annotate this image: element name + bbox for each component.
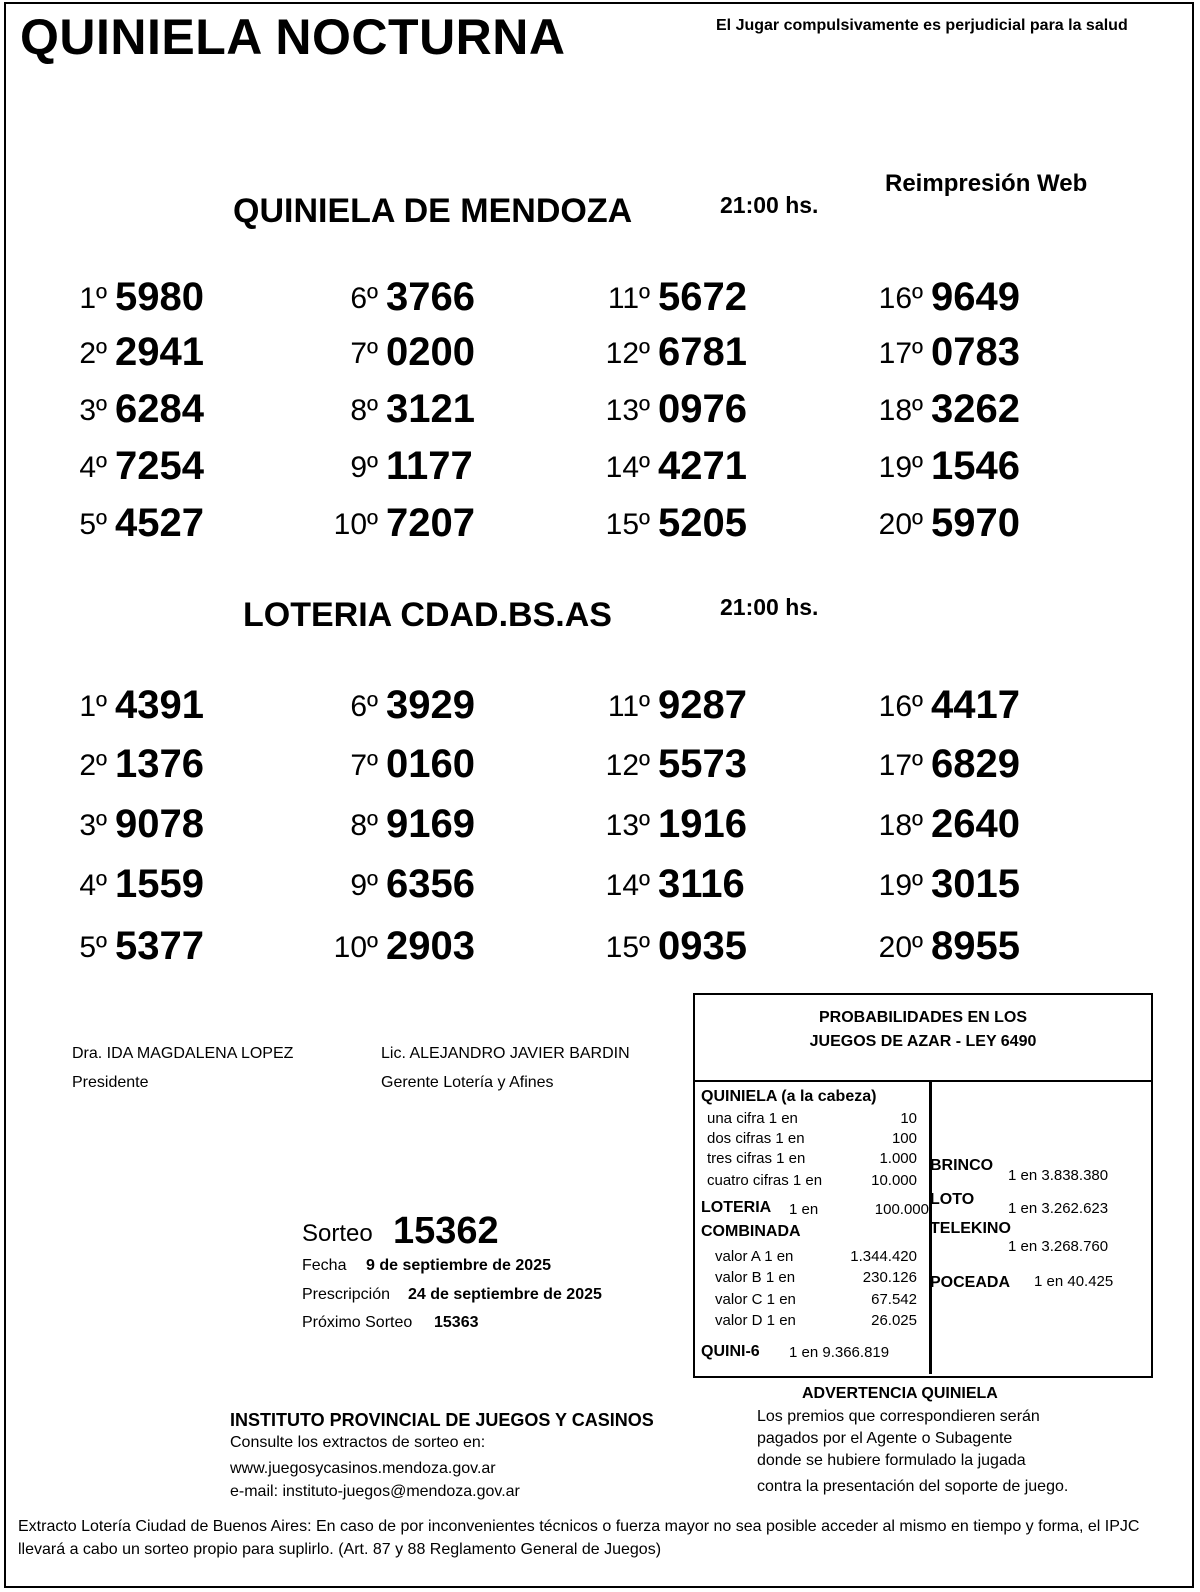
odds-label: dos cifras 1 en [707,1130,805,1147]
advertencia-line: Los premios que correspondieren serán [757,1408,1040,1425]
page-title: QUINIELA NOCTURNA [20,9,566,65]
result-number: 8955 [931,924,1020,968]
result-position: 15º [605,931,650,964]
odds-label: valor D 1 en [715,1312,796,1329]
result-number: 9649 [931,275,1020,319]
loto-value: 1 en 3.262.623 [1008,1200,1109,1217]
result-number: 1546 [931,444,1020,488]
result-number: 3015 [931,862,1020,906]
telekino-label: TELEKINO [930,1220,1011,1237]
odds-label: valor B 1 en [715,1269,796,1286]
result-position: 11º [607,282,650,315]
result-number: 5980 [115,275,204,319]
health-warning: El Jugar compulsivamente es perjudicial para la salud [716,17,1128,34]
result-number: 2640 [931,802,1020,846]
result-number: 0935 [658,924,747,968]
result-position: 13º [605,809,650,842]
result-number: 5672 [658,275,747,319]
prescription-value: 24 de septiembre de 2025 [408,1286,602,1303]
result-position: 15º [605,508,650,541]
result-number: 1177 [386,444,473,488]
advertencia-line: pagados por el Agente o Subagente [757,1430,1013,1447]
result-number: 4417 [931,683,1020,727]
odds-value: 1.000 [879,1150,917,1167]
consult-text: Consulte los extractos de sorteo en: [230,1434,486,1451]
result-position: 20º [878,931,923,964]
signature-name: Lic. ALEJANDRO JAVIER BARDIN [381,1045,630,1062]
odds-label: una cifra 1 en [707,1110,798,1127]
result-position: 14º [605,451,650,484]
result-number: 5205 [658,501,747,545]
result-number: 3766 [386,275,475,319]
next-draw-value: 15363 [434,1314,479,1331]
odds-value: 1.344.420 [850,1248,917,1265]
result-number: 2903 [386,924,475,968]
odds-value: 10.000 [871,1172,917,1189]
section-title-mendoza: QUINIELA DE MENDOZA [233,192,633,230]
result-number: 5573 [658,742,747,786]
result-position: 2º [79,749,107,782]
prescription-label: Prescripción [302,1286,391,1303]
signature-role: Gerente Lotería y Afines [381,1074,554,1091]
result-position: 14º [605,869,650,902]
result-position: 16º [878,282,923,315]
loto-label: LOTO [930,1191,975,1208]
website-link[interactable]: www.juegosycasinos.mendoza.gov.ar [230,1460,496,1477]
result-number: 3929 [386,683,475,727]
result-position: 2º [79,337,107,370]
quiniela-title: QUINIELA (a la cabeza) [701,1088,877,1105]
disclaimer-text: Extracto Lotería Ciudad de Buenos Aires: En caso de por inconvenientes técnicos o fuerza mayor no sea posible acceder al mismo en tiempo y forma, el IPJC llevará a cabo un sorteo propio para suplirlo. (Art. 87 y 88 Reglamento General de Juegos) [18,1518,1140,1558]
result-position: 9º [350,451,378,484]
odds-label: valor C 1 en [715,1291,796,1308]
section-time-loteria: 21:00 hs. [720,594,819,620]
advertencia-line: contra la presentación del soporte de juego. [757,1478,1069,1495]
institute-name: INSTITUTO PROVINCIAL DE JUEGOS Y CASINOS [230,1410,654,1430]
result-position: 1º [79,282,107,315]
odds-value: 26.025 [871,1312,917,1329]
result-number: 2941 [115,330,204,374]
odds-value: 230.126 [862,1269,917,1286]
result-number: 6284 [115,387,204,431]
result-position: 17º [878,749,923,782]
result-number: 4271 [658,444,747,488]
section-time-mendoza: 21:00 hs. [720,192,819,218]
result-number: 3262 [931,387,1020,431]
poceada-label: POCEADA [930,1274,1011,1291]
result-position: 13º [605,394,650,427]
odds-value: 67.542 [871,1291,917,1308]
result-position: 10º [333,931,378,964]
result-number: 0976 [658,387,747,431]
result-position: 4º [79,869,107,902]
result-number: 7207 [386,501,475,545]
result-position: 17º [878,337,923,370]
result-position: 19º [878,869,923,902]
date-label: Fecha [302,1257,347,1274]
result-number: 3116 [658,862,745,906]
odds-value: 10 [900,1110,917,1127]
quini6-value: 1 en 9.366.819 [789,1344,890,1361]
loteria-value: 100.000 [874,1201,929,1218]
result-position: 12º [605,749,650,782]
result-number: 0200 [386,330,475,374]
draw-number: 15362 [393,1210,499,1252]
quini6-label: QUINI-6 [701,1343,760,1360]
result-position: 20º [878,508,923,541]
combinada-title: COMBINADA [701,1223,801,1240]
result-number: 9169 [386,802,475,846]
loteria-odds: 1 en [789,1201,819,1218]
advertencia-title: ADVERTENCIA QUINIELA [802,1385,998,1402]
odds-value: 100 [891,1130,917,1147]
result-number: 1376 [115,742,204,786]
odds-label: valor A 1 en [715,1248,794,1265]
result-number: 9287 [658,683,747,727]
result-position: 8º [350,809,378,842]
result-number: 5970 [931,501,1020,545]
probabilities-box [693,993,1153,1378]
telekino-value: 1 en 3.268.760 [1008,1238,1109,1255]
result-position: 10º [333,508,378,541]
section-title-loteria: LOTERIA CDAD.BS.AS [243,596,612,634]
result-position: 6º [350,690,378,723]
result-number: 5377 [115,924,204,968]
result-position: 7º [350,749,378,782]
poceada-value: 1 en 40.425 [1034,1273,1114,1290]
quiniela-odds-panel [695,1081,932,1374]
result-position: 1º [79,690,107,723]
result-number: 6829 [931,742,1020,786]
result-position: 3º [79,394,107,427]
result-number: 7254 [115,444,204,488]
result-position: 7º [350,337,378,370]
date-value: 9 de septiembre de 2025 [366,1257,551,1274]
result-position: 16º [878,690,923,723]
result-number: 0160 [386,742,475,786]
result-number: 1559 [115,862,204,906]
odds-label: cuatro cifras 1 en [707,1172,823,1189]
result-position: 11º [607,690,650,723]
odds-label: tres cifras 1 en [707,1150,806,1167]
result-position: 18º [878,394,923,427]
result-number: 6781 [658,330,747,374]
result-position: 5º [79,931,107,964]
result-number: 4527 [115,501,204,545]
result-number: 0783 [931,330,1020,374]
result-position: 9º [350,869,378,902]
draw-label: Sorteo [302,1220,373,1247]
result-position: 6º [350,282,378,315]
result-number: 4391 [115,683,204,727]
advertencia-line: donde se hubiere formulado la jugada [757,1452,1026,1469]
result-number: 3121 [386,387,475,431]
next-draw-label: Próximo Sorteo [302,1314,413,1331]
result-number: 1916 [658,802,747,846]
result-position: 18º [878,809,923,842]
result-position: 3º [79,809,107,842]
result-position: 12º [605,337,650,370]
loteria-label: LOTERIA [701,1199,772,1216]
result-position: 19º [878,451,923,484]
result-number: 6356 [386,862,475,906]
probabilities-subtitle: JUEGOS DE AZAR - LEY 6490 [809,1033,1037,1050]
reprint-label: Reimpresión Web [885,170,1088,197]
result-position: 5º [79,508,107,541]
result-position: 4º [79,451,107,484]
result-position: 8º [350,394,378,427]
probabilities-title: PROBABILIDADES EN LOS [818,1009,1027,1026]
email-link[interactable]: e-mail: instituto-juegos@mendoza.gov.ar [230,1483,520,1500]
signature-name: Dra. IDA MAGDALENA LOPEZ [72,1045,294,1062]
signature-role: Presidente [72,1074,149,1091]
brinco-label: BRINCO [930,1157,994,1174]
result-number: 9078 [115,802,204,846]
brinco-value: 1 en 3.838.380 [1008,1167,1109,1184]
